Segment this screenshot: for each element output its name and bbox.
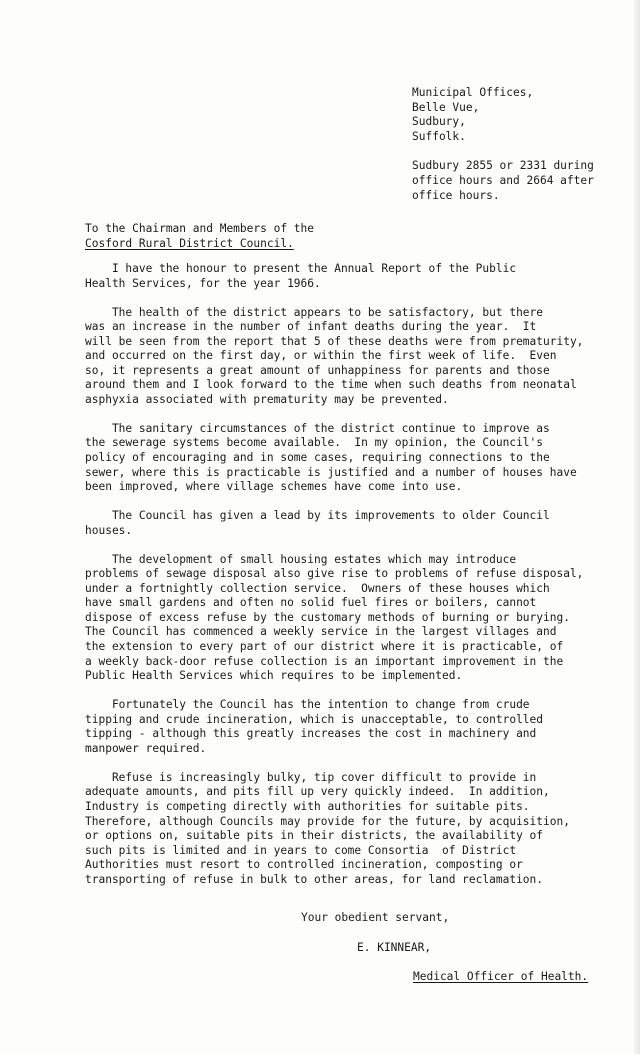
body-paragraph — [85, 306, 630, 408]
salutation — [85, 222, 314, 251]
paragraph-line: have small gardens and often no solid fuel fires or boilers, cannot — [85, 596, 537, 610]
paragraph-line: such pits is limited and in years to come Consortia of District — [85, 843, 517, 857]
paragraph-line: was an increase in the number of infant deaths during the year. It — [85, 320, 537, 334]
paragraph-line: Fortunately the Council has the intention to change from crude — [85, 698, 530, 712]
phone-line: office hours. — [412, 188, 500, 202]
paragraph-line: around them and I look forward to the time when such deaths from neonatal — [85, 378, 577, 392]
signatory-name: E. KINNEAR, — [357, 941, 432, 954]
body-paragraph — [85, 553, 630, 684]
council-name: Cosford Rural District Council. — [85, 236, 294, 250]
phone-line: Sudbury 2855 or 2331 during — [412, 159, 594, 173]
paragraph-line: tipping and crude incineration, which is unacceptable, to controlled — [85, 712, 544, 726]
body-paragraph — [85, 698, 630, 756]
paragraph-line: The health of the district appears to be satisfactory, but there — [85, 305, 544, 319]
paragraph-line: The Council has given a lead by its improvements to older Council — [85, 509, 550, 523]
telephone-info — [412, 159, 632, 203]
signatory-title: Medical Officer of Health. — [413, 970, 589, 983]
paragraph-line: so, it represents a great amount of unhappiness for parents and those — [85, 363, 550, 377]
sender-address — [412, 86, 632, 203]
paragraph-line: been improved, where village schemes have come into use. — [85, 480, 463, 494]
paragraph-line: asphyxia associated with prematurity may be prevented. — [85, 392, 449, 406]
paragraph-line: Health Services, for the year 1966. — [85, 276, 321, 290]
letter-body — [85, 262, 630, 902]
paragraph-line: a weekly back-door refuse collection is an important improvement in the — [85, 654, 564, 668]
address-line: Belle Vue, — [412, 100, 480, 114]
body-paragraph — [85, 262, 630, 291]
paragraph-line: problems of sewage disposal also give rise to problems of refuse disposal, — [85, 567, 584, 581]
paragraph-line: tipping - although this greatly increases the cost in machinery and — [85, 727, 537, 741]
address-line: Suffolk. — [412, 129, 466, 143]
paragraph-line: Public Health Services which requires to be implemented. — [85, 669, 463, 683]
address-line: Municipal Offices, — [412, 86, 534, 99]
paragraph-line: houses. — [85, 523, 133, 537]
paragraph-line: The Council has commenced a weekly service in the largest villages and — [85, 625, 557, 639]
paragraph-line: transporting of refuse in bulk to other areas, for land reclamation. — [85, 872, 544, 886]
paragraph-line: The development of small housing estates which may introduce — [85, 552, 517, 566]
phone-line: office hours and 2664 after — [412, 173, 594, 187]
paragraph-line: the sewerage systems become available. In my opinion, the Council's — [85, 436, 544, 450]
paragraph-line: dispose of excess refuse by the customary methods of burning or burying. — [85, 610, 570, 624]
page-edge — [634, 0, 640, 1054]
paragraph-line: and occurred on the first day, or within the first week of life. Even — [85, 349, 557, 363]
body-paragraph — [85, 422, 630, 495]
paragraph-line: manpower required. — [85, 741, 207, 755]
closing-line: Your obedient servant, — [301, 911, 450, 924]
paragraph-line: I have the honour to present the Annual Report of the Public — [85, 262, 517, 275]
paragraph-line: the extension to every part of our district where it is practicable, of — [85, 640, 564, 654]
body-paragraph — [85, 771, 630, 887]
paragraph-line: The sanitary circumstances of the district continue to improve as — [85, 421, 550, 435]
paragraph-line: Therefore, although Councils may provide for the future, by acquisition, — [85, 814, 570, 828]
paragraph-line: Refuse is increasingly bulky, tip cover difficult to provide in — [85, 770, 537, 784]
paragraph-line: will be seen from the report that 5 of these deaths were from prematurity, — [85, 334, 584, 348]
paragraph-line: adequate amounts, and pits fill up very quickly indeed. In addition, — [85, 785, 550, 799]
body-paragraph — [85, 509, 630, 538]
paragraph-line: sewer, where this is practicable is justified and a number of houses have — [85, 465, 577, 479]
paragraph-line: policy of encouraging and in some cases, requiring connections to the — [85, 451, 550, 465]
address-line: Sudbury, — [412, 115, 466, 129]
salutation-line: To the Chairman and Members of the — [85, 222, 315, 235]
paragraph-line: Industry is competing directly with authorities for suitable pits. — [85, 799, 530, 813]
paragraph-line: Authorities must resort to controlled incineration, composting or — [85, 858, 523, 872]
paragraph-line: or options on, suitable pits in their districts, the availability of — [85, 829, 544, 843]
paragraph-line: under a fortnightly collection service. Owners of these houses which — [85, 581, 550, 595]
